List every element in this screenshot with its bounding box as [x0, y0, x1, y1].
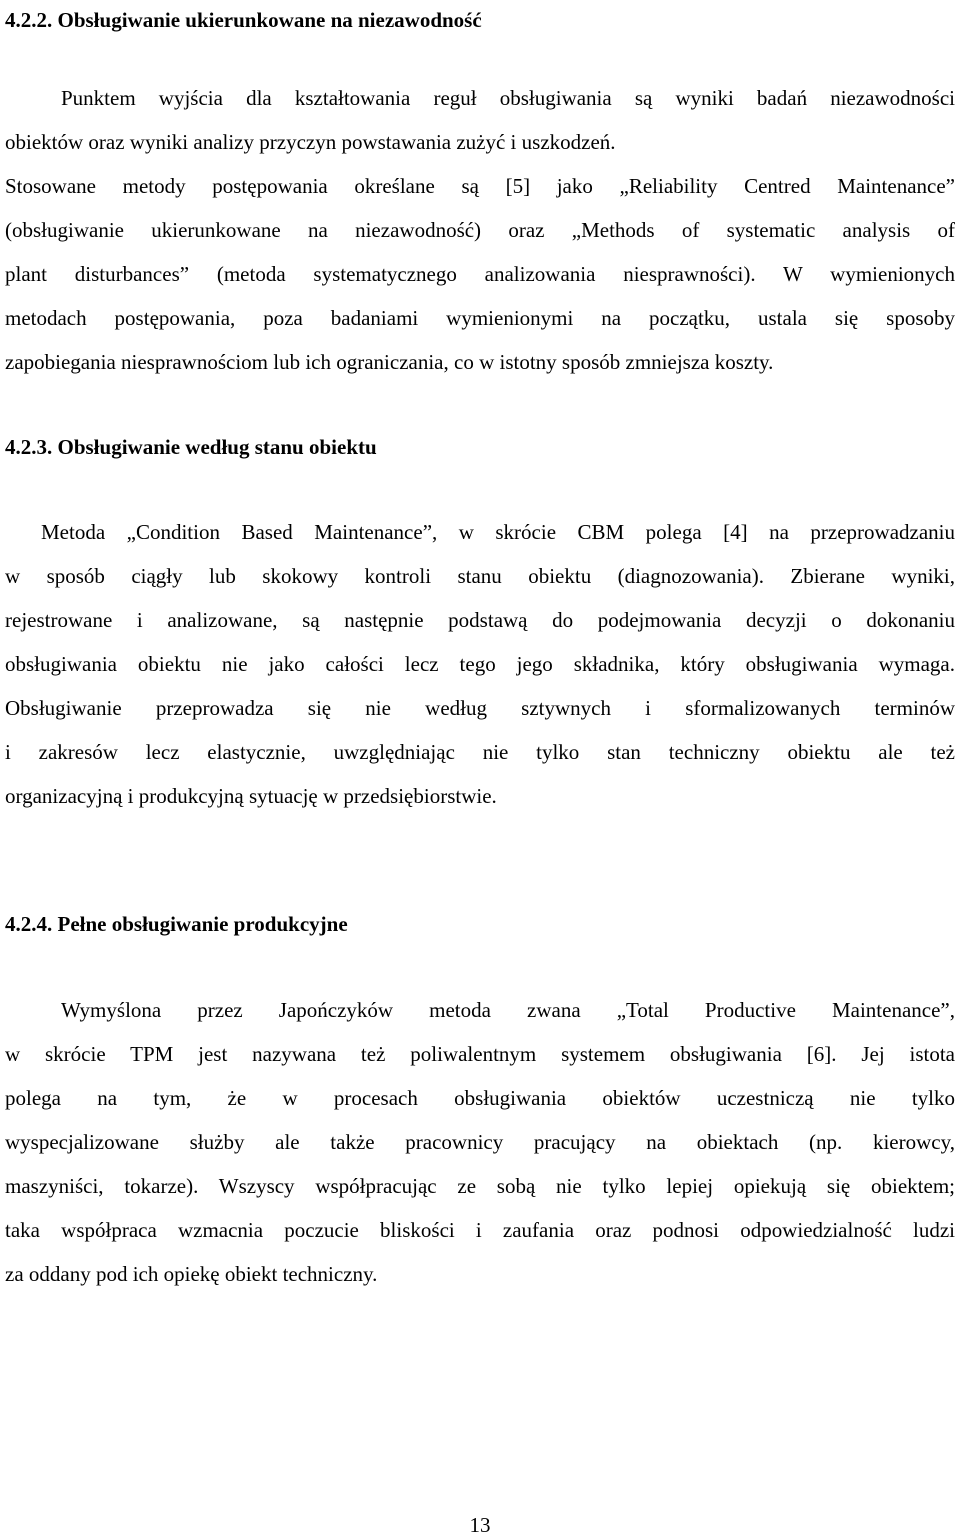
- text-line: organizacyjną i produkcyjną sytuację w przedsiębiorstwie.: [5, 784, 497, 808]
- text-line: Stosowane metody postępowania określane są [5] jako „Reliability Centred Maintenance”: [5, 174, 955, 198]
- text-line: i zakresów lecz elastycznie, uwzględniając nie tylko stan techniczny obiektu ale też: [5, 740, 955, 764]
- paragraph-reliability-centred: [5, 76, 955, 384]
- text-line: w sposób ciągły lub skokowy kontroli stanu obiektu (diagnozowania). Zbierane wyniki,: [5, 564, 955, 588]
- text-line: obiektów oraz wyniki analizy przyczyn powstawania zużyć i uszkodzeń.: [5, 130, 616, 154]
- text-line: plant disturbances” (metoda systematycznego analizowania niesprawności). W wymienionych: [5, 262, 955, 286]
- text-line: (obsługiwanie ukierunkowane na niezawodność) oraz „Methods of systematic analysis of: [5, 218, 955, 242]
- page-number: 13: [469, 1513, 491, 1537]
- paragraph-total-productive: [5, 988, 955, 1296]
- text-line: zapobiegania niesprawnościom lub ich ograniczania, co w istotny sposób zmniejsza koszty.: [5, 350, 774, 374]
- text-line: za oddany pod ich opiekę obiekt techniczny.: [5, 1262, 378, 1286]
- text-line: obsługiwania obiektu nie jako całości lecz tego jego składnika, który obsługiwania wymaga.: [5, 652, 955, 676]
- text-line: maszyniści, tokarze). Wszyscy współpracując ze sobą nie tylko lepiej opiekują się obiektem;: [5, 1174, 955, 1198]
- text-line: Punktem wyjścia dla kształtowania reguł obsługiwania są wyniki badań niezawodności: [61, 86, 955, 110]
- text-line: Obsługiwanie przeprowadza się nie według sztywnych i sformalizowanych terminów: [5, 696, 955, 720]
- text-line: polega na tym, że w procesach obsługiwania obiektów uczestniczą nie tylko: [5, 1086, 955, 1110]
- text-line: w skrócie TPM jest nazywana też poliwalentnym systemem obsługiwania [6]. Jej istota: [5, 1042, 955, 1066]
- paragraph-condition-based: [5, 510, 955, 818]
- text-line: wyspecjalizowane służby ale także pracownicy pracujący na obiektach (np. kierowcy,: [5, 1130, 955, 1154]
- section-heading-4-2-4: 4.2.4. Pełne obsługiwanie produkcyjne: [5, 912, 348, 936]
- text-line: Wymyślona przez Japończyków metoda zwana „Total Productive Maintenance”,: [61, 998, 955, 1022]
- text-line: rejestrowane i analizowane, są następnie podstawą do podejmowania decyzji o dokonaniu: [5, 608, 955, 632]
- text-line: taka współpraca wzmacnia poczucie bliskości i zaufania oraz podnosi odpowiedzialność ludzi: [5, 1218, 955, 1242]
- section-heading-4-2-3: 4.2.3. Obsługiwanie według stanu obiektu: [5, 435, 377, 459]
- text-line: Metoda „Condition Based Maintenance”, w skrócie CBM polega [4] na przeprowadzaniu: [41, 520, 955, 544]
- text-line: metodach postępowania, poza badaniami wymienionymi na początku, ustala się sposoby: [5, 306, 955, 330]
- section-heading-4-2-2: 4.2.2. Obsługiwanie ukierunkowane na niezawodność: [5, 8, 482, 32]
